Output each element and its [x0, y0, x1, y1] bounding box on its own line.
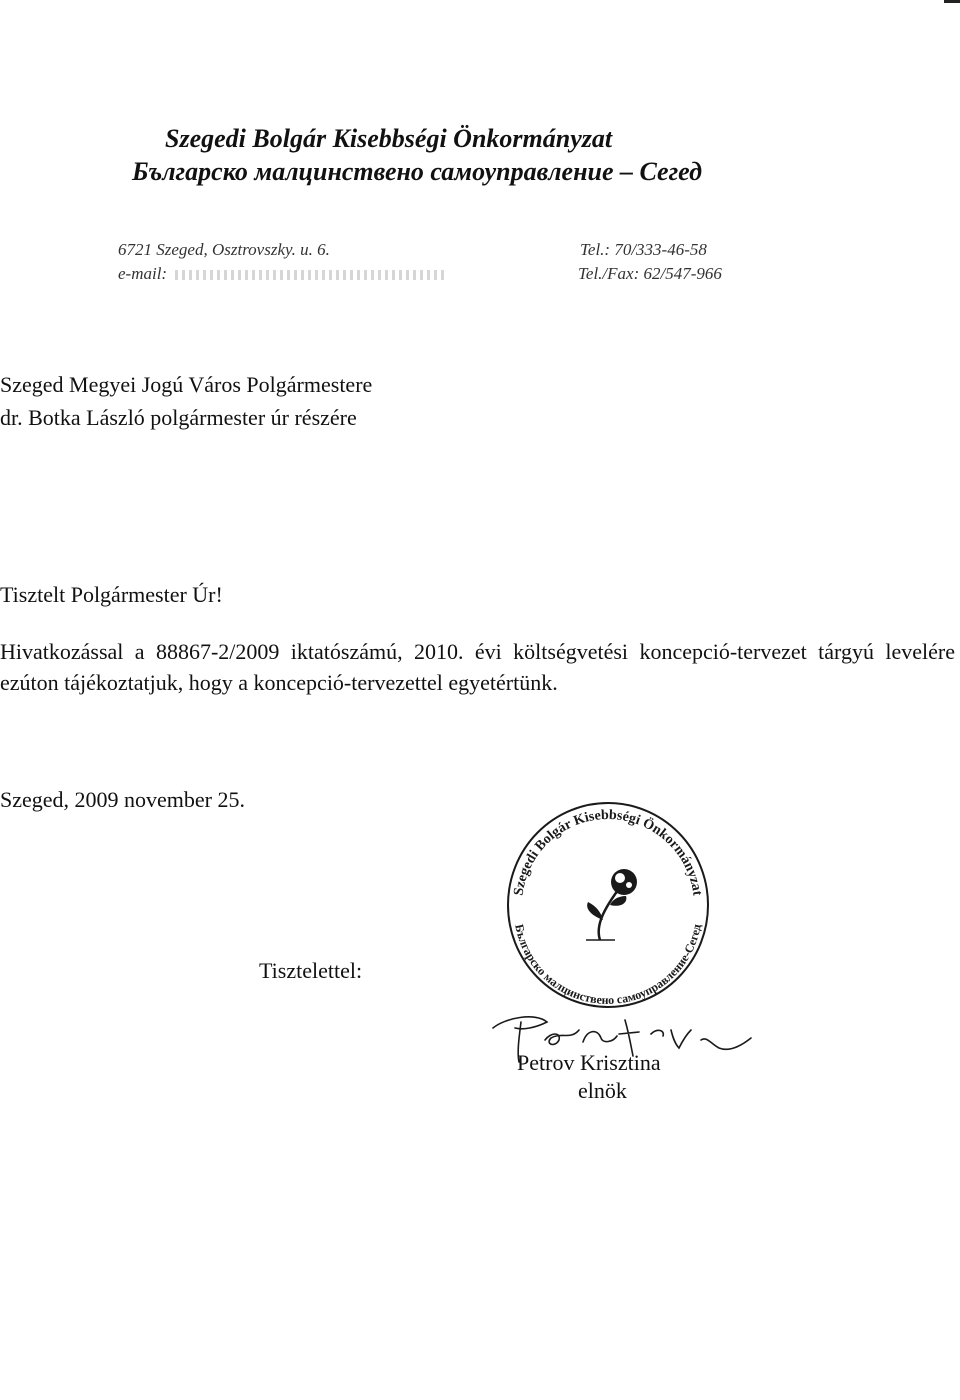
- org-address: 6721 Szeged, Osztrovszky. u. 6.: [118, 240, 330, 259]
- rose-emblem-icon: [586, 869, 637, 940]
- salutation: Tisztelt Polgármester Úr!: [0, 582, 223, 607]
- recipient-line-1: Szeged Megyei Jogú Város Polgármestere: [0, 372, 373, 397]
- org-name-bulgarian: Българско малцинствено самоуправление – Сегед: [132, 157, 702, 186]
- org-email: [118, 264, 445, 284]
- recipient-line-2: dr. Botka László polgármester úr részére: [0, 405, 357, 430]
- signer-role: elnök: [578, 1078, 627, 1103]
- email-label: e-mail:: [118, 264, 168, 283]
- official-stamp: [500, 790, 715, 1020]
- scan-mark: [944, 0, 960, 3]
- stamp-text-top: Szegedi Bolgár Kisebbségi Önkormányzat: [511, 807, 705, 897]
- org-name-hungarian: Szegedi Bolgár Kisebbségi Önkormányzat: [165, 124, 613, 153]
- letter-date: Szeged, 2009 november 25.: [0, 787, 245, 812]
- letter-body: Hivatkozással a 88867-2/2009 iktatószámú, 2010. évi költségvetési koncepció-tervezet tárgyú levelére ezúton tájékoztatjuk, hogy a koncepció-tervezettel egyetértünk.: [0, 639, 955, 695]
- signer-name: Petrov Krisztina: [517, 1050, 661, 1075]
- closing: Tisztelettel:: [259, 958, 363, 983]
- org-phone: Tel.: 70/333-46-58: [580, 240, 707, 259]
- email-redacted: [175, 270, 445, 280]
- org-fax: Tel./Fax: 62/547-966: [578, 264, 722, 283]
- stamp-text-bottom: Българско малцинствено самоуправление-Сегед: [512, 922, 704, 1008]
